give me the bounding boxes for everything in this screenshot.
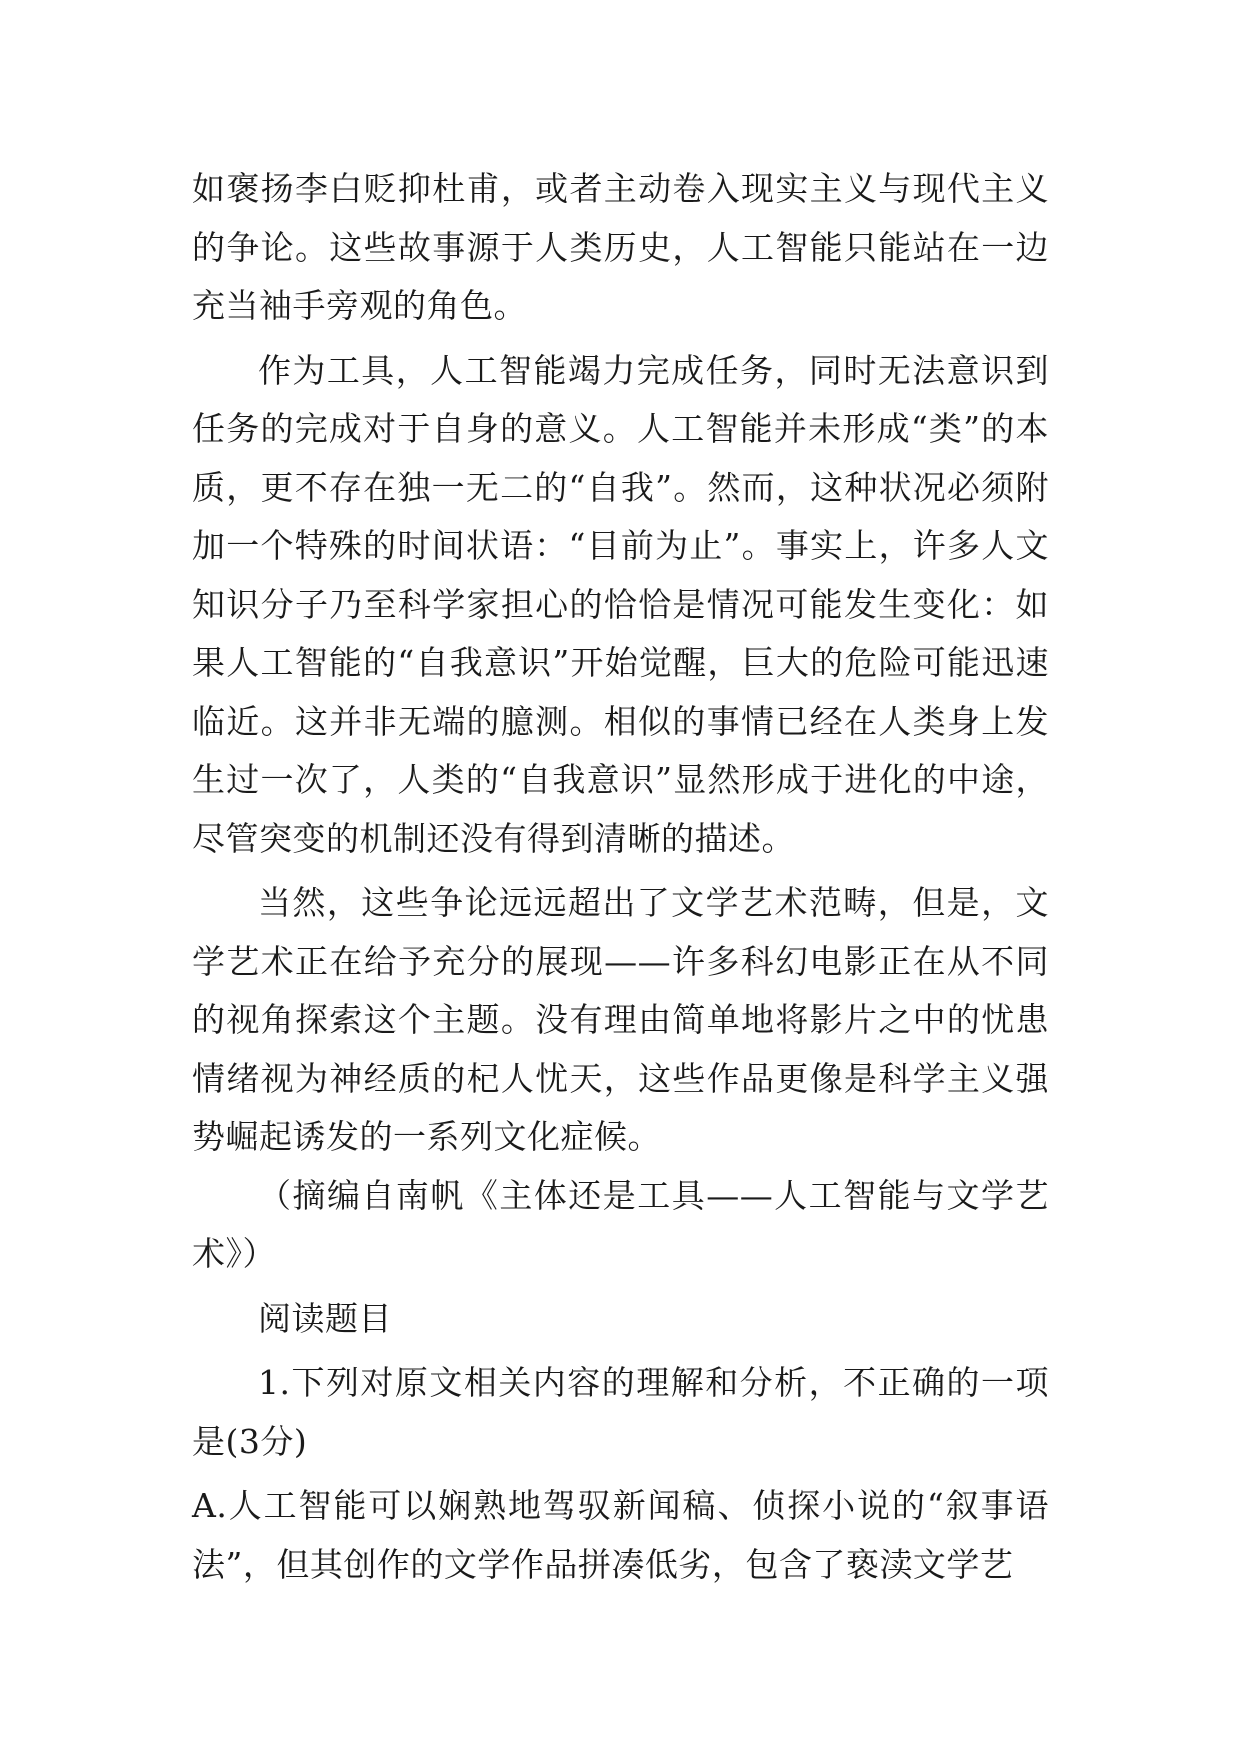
paragraph-continuation: 如褒扬李白贬抑杜甫，或者主动卷入现实主义与现代主义的争论。这些故事源于人类历史，人工智能只能站在一边充当袖手旁观的角色。: [192, 169, 1049, 325]
document-body: [192, 160, 1049, 1594]
question-1-stem: 1.下列对原文相关内容的理解和分析，不正确的一项是(3分): [192, 1363, 1049, 1461]
question-1-option-a: A.人工智能可以娴熟地驾驭新闻稿、侦探小说的“叙事语法”，但其创作的文学作品拼凑低劣，包含了亵渎文学艺: [192, 1486, 1049, 1584]
paragraph-literature-and-art: 当然，这些争论远远超出了文学艺术范畴，但是，文学艺术正在给予充分的展现——许多科幻电影正在从不同的视角探索这个主题。没有理由简单地将影片之中的忧患情绪视为神经质的杞人忧天，这些作品更像是科学主义强势崛起诱发的一系列文化症候。: [192, 883, 1049, 1156]
source-citation: （摘编自南帆《主体还是工具——人工智能与文学艺术》）: [192, 1175, 1049, 1273]
paragraph-ai-as-tool: 作为工具，人工智能竭力完成任务，同时无法意识到任务的完成对于自身的意义。人工智能并未形成“类”的本质，更不存在独一无二的“自我”。然而，这种状况必须附加一个特殊的时间状语：“目前为止”。事实上，许多人文知识分子乃至科学家担心的恰恰是情况可能发生变化：如果人工智能的“自我意识”开始觉醒，巨大的危险可能迅速临近。这并非无端的臆测。相似的事情已经在人类身上发生过一次了，人类的“自我意识”显然形成于进化的中途，尽管突变的机制还没有得到清晰的描述。: [192, 350, 1049, 858]
section-title: 阅读题目: [258, 1298, 392, 1338]
